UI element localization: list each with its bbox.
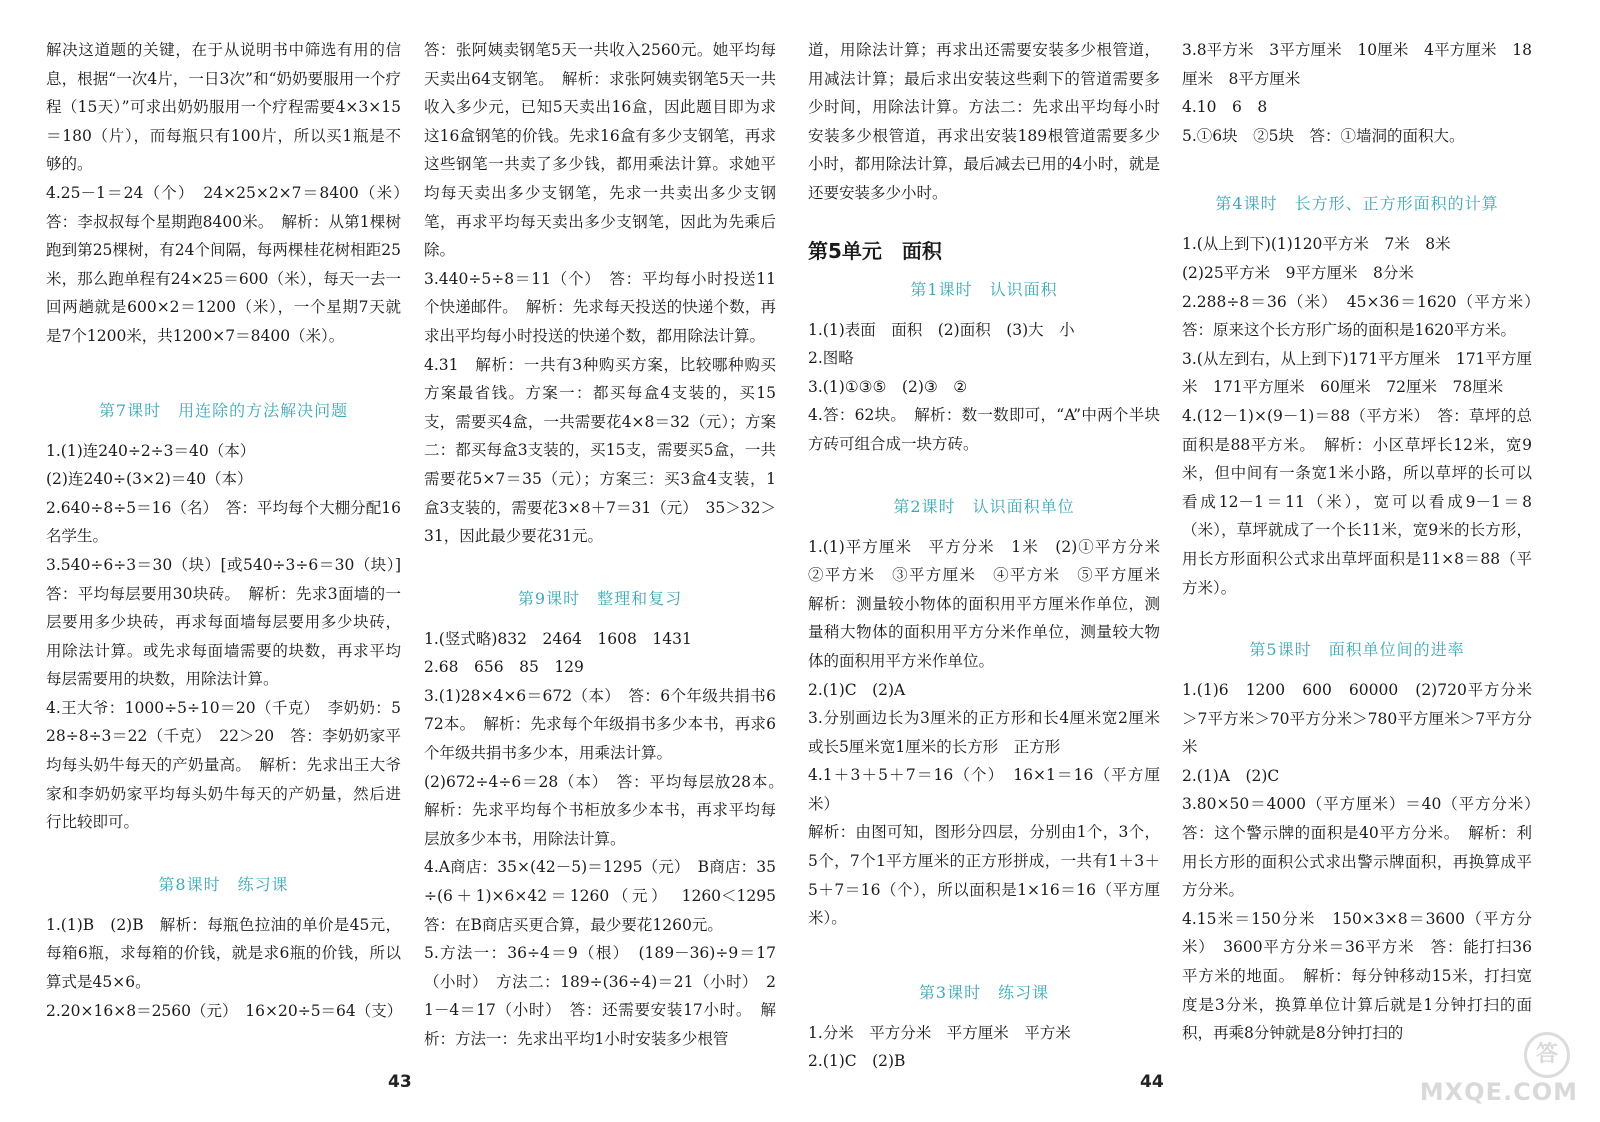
paragraph: (2)25平方米 9平方厘米 8分米 (1182, 263, 1414, 282)
paragraph: 3.(1)28×4×6＝672（本） 答：6个年级共捐书672本。 解析：先求每个年级捐书多少本书，再求6个年级共捐书多少本，用乘法计算。 (424, 686, 776, 763)
paragraph: 答：张阿姨卖钢笔5天一共收入2560元。她平均每天卖出64支钢笔。 解析：求张阿姨卖钢笔5天一共收入多少元，已知5天卖出16盒，因此题目即为求这16盒钢笔的价钱。先求16盒有多少支钢笔，再求这些钢笔一共卖了多少钱，都用乘法计算。求她平均每天卖出多少支钢笔，先求一共卖出多少支钢笔，再求平均每天卖出多少支钢笔，因此为先乘后除。 (424, 41, 776, 260)
paragraph: 解决这道题的关键，在于从说明书中筛选有用的信息，根据“一次4片，一日3次”和“奶奶要服用一个疗程（15天）”可求出奶奶服用一个疗程需要4×3×15＝180（片），而每瓶只有100片，所以买1瓶是不够的。 (46, 41, 401, 174)
section-heading: 第9课时 整理和复习 (517, 588, 683, 608)
paragraph: 1.(1)B (2)B 解析：每瓶色拉油的单价是45元，每箱6瓶，求每箱的价钱，就是求6瓶的价钱，所以算式是45×6。 (46, 915, 401, 992)
paragraph: 4.1＋3＋5＋7＝16（个） 16×1＝16（平方厘米） (808, 766, 1160, 813)
paragraph: 1.(1)表面 面积 (2)面积 (3)大 小 (808, 320, 1075, 339)
paragraph: 5.①6块 ②5块 答：①墙洞的面积大。 (1182, 126, 1465, 145)
watermark (1378, 1032, 1578, 1106)
paragraph: 2.20×16×8＝2560（元） 16×20÷5＝64（支） (46, 1001, 403, 1020)
paragraph: 4.答：62块。 解析：数一数即可，“A”中两个半块方砖可组合成一块方砖。 (808, 406, 1160, 453)
paragraph: 2.(1)C (2)A (808, 680, 906, 699)
paragraph: 4.(12－1)×(9－1)＝88（平方米） 答：草坪的总面积是88平方米。 解析：小区草坪长12米，宽9米，但中间有一条宽1米小路，所以草坪的长可以看成12－1＝11（米），宽可以看成9－1＝8（米），草坪就成了一个长11米，宽9米的长方形，用长方形面积公式求出草坪面积是11×8＝88（平方米）。 (1182, 406, 1532, 597)
unit-title: 第5单元 面积 (808, 238, 942, 263)
section-heading: 第5课时 面积单位间的进率 (1249, 640, 1465, 660)
column-3 (808, 36, 1176, 1076)
page-number-right: 44 (1140, 1072, 1164, 1092)
column-1 (46, 36, 417, 1025)
paragraph: 3.分别画边长为3厘米的正方形和长4厘米宽2厘米或长5厘米宽1厘米的长方形 正方形 (808, 709, 1160, 756)
paragraph: (2)672÷4÷6＝28（本） 答：平均每层放28本。 解析：先求平均每个书柜放多少本书，再求平均每层放多少本书，用除法计算。 (424, 772, 792, 848)
paragraph: 4.A商店：35×(42－5)＝1295（元） B商店：35÷(6＋1)×6×42＝1260（元） 1260＜1295 答：在B商店买更合算，最少要花1260元。 (424, 858, 792, 934)
paragraph: 1.(从上到下)(1)120平方米 7米 8米 (1182, 235, 1451, 254)
paragraph: 1.(1)平方厘米 平方分米 1米 (2)①平方分米 ②平方米 ③平方厘米 ④平方米 ⑤平方厘米 解析：测量较小物体的面积用平方厘米作单位，测量稍大物体的面积用平方分米作单位，测量较大物体的面积用平方米作单位。 (808, 537, 1176, 670)
paragraph: 3.(1)①③⑤ (2)③ ② (808, 377, 968, 396)
paragraph: 3.440÷5÷8＝11（个） 答：平均每小时投送11个快递邮件。 解析：先求每天投送的快递个数，再求出平均每小时投送的快递个数，都用除法计算。 (424, 269, 776, 345)
paragraph: 2.图略 (808, 349, 854, 368)
column-4 (1182, 36, 1548, 1048)
paragraph: 3.8平方米 3平方厘米 10厘米 4平方厘米 18厘米 8平方厘米 (1182, 41, 1532, 88)
paragraph: 2.68 656 85 129 (424, 658, 584, 677)
watermark-text: MXQE.COM (1419, 1078, 1578, 1106)
paragraph: 2.640÷8÷5＝16（名） 答：平均每个大棚分配16名学生。 (46, 498, 401, 546)
paragraph: 1.(1)连240÷2÷3＝40（本） (46, 441, 256, 460)
paragraph: 5.方法一：36÷4＝9（根） (189－36)÷9＝17（小时） 方法二：189÷(36÷4)＝21（小时） 21－4＝17（小时） 答：还需要安装17小时。 解析：方法一：先求出平均1小时安装多少根管 (424, 944, 776, 1048)
paragraph: (2)连240÷(3×2)＝40（本） (46, 470, 253, 489)
paragraph: 2.(1)A (2)C (1182, 766, 1280, 785)
section-heading: 第3课时 练习课 (918, 982, 1050, 1002)
paragraph: 2.288÷8＝36（米） 45×36＝1620（平方米） 答：原来这个长方形广场的面积是1620平方米。 (1182, 292, 1548, 340)
section-heading: 第7课时 用连除的方法解决问题 (98, 400, 349, 420)
paragraph: 2.(1)C (2)B (808, 1052, 906, 1071)
section-heading: 第1课时 认识面积 (910, 279, 1058, 299)
paragraph: 4.王大爷：1000÷5÷10＝20（千克） 李奶奶：528÷8÷3＝22（千克） 22＞20 答：李奶奶家平均每头奶牛每天的产奶量高。 解析：先求出王大爷家和李奶奶家平均每头奶牛每天的产奶量，然后进行比较即可。 (46, 698, 401, 832)
column-2 (424, 36, 792, 1054)
paragraph: 3.540÷6÷3＝30（块）[或540÷3÷6＝30（块）] 答：平均每层要用30块砖。 解析：先求3面墙的一层要用多少块砖，再求每面墙每层要用多少块砖，用除法计算。或先求每面墙需要的块数，再求平均每层需要用的块数，用除法计算。 (46, 555, 417, 689)
paragraph: 4.31 解析：一共有3种购买方案，比较哪种购买方案最省钱。方案一：都买每盒4支装的，买15支，需要买4盒，一共需要花4×8＝32（元）；方案二：都买每盒3支装的，买15支，需要买5盒，一共需要花5×7＝35（元）；方案三：买3盒4支装，1盒3支装的，需要花3×8＋7＝31（元） 35＞32＞31，因此最少要花31元。 (424, 355, 776, 546)
paragraph: 解析：由图可知，图形分四层，分别由1个，3个，5个，7个1平方厘米的正方形拼成，一共有1＋3＋5＋7＝16（个），所以面积是1×16＝16（平方厘米）。 (808, 823, 1160, 928)
paragraph: 1.(竖式略)832 2464 1608 1431 (424, 629, 692, 648)
paragraph: 4.15米＝150分米 150×3×8＝3600（平方分米） 3600平方分米＝36平方米 答：能打扫36平方米的地面。 解析：每分钟移动15米，打扫宽度是3分米，换算单位计算后就是1分钟打扫的面积，再乘8分钟就是8分钟打扫的 (1182, 909, 1532, 1043)
paragraph: 3.(从左到右，从上到下)171平方厘米 171平方厘米 171平方厘米 60厘米 72厘米 78厘米 (1182, 349, 1532, 397)
section-heading: 第2课时 认识面积单位 (893, 496, 1075, 516)
watermark-badge-icon: 答 (1524, 1032, 1570, 1078)
paragraph: 4.10 6 8 (1182, 98, 1268, 117)
section-heading: 第4课时 长方形、正方形面积的计算 (1215, 194, 1499, 214)
section-heading: 第8课时 练习课 (158, 874, 289, 894)
paragraph: 1.(1)6 1200 600 60000 (2)720平方分米＞7平方米＞70平方分米＞780平方厘米＞7平方分米 (1182, 681, 1532, 757)
page-number-left: 43 (388, 1072, 412, 1092)
paragraph: 1.分米 平方分米 平方厘米 平方米 (808, 1023, 1071, 1042)
paragraph: 道，用除法计算；再求出还需要安装多少根管道，用减法计算；最后求出安装这些剩下的管道需要多少时间，用除法计算。方法二：先求出平均每小时安装多少根管道，再求出安装189根管道需要多少小时，都用除法计算，最后减去已用的4小时，就是还要安装多少小时。 (808, 41, 1160, 202)
paragraph: 3.80×50＝4000（平方厘米）＝40（平方分米） 答：这个警示牌的面积是40平方分米。 解析：利用长方形的面积公式求出警示牌面积，再换算成平方分米。 (1182, 795, 1548, 900)
paragraph: 4.25－1＝24（个） 24×25×2×7＝8400（米） 答：李叔叔每个星期跑8400米。 解析：从第1棵树跑到第25棵树，有24个间隔，每两棵桂花树相距25米，那么跑单程有24×25＝600（米），每天一去一回两趟就是600×2＝1200（米），一个星期7天就是7个1200米，共1200×7＝8400（米）。 (46, 183, 417, 345)
